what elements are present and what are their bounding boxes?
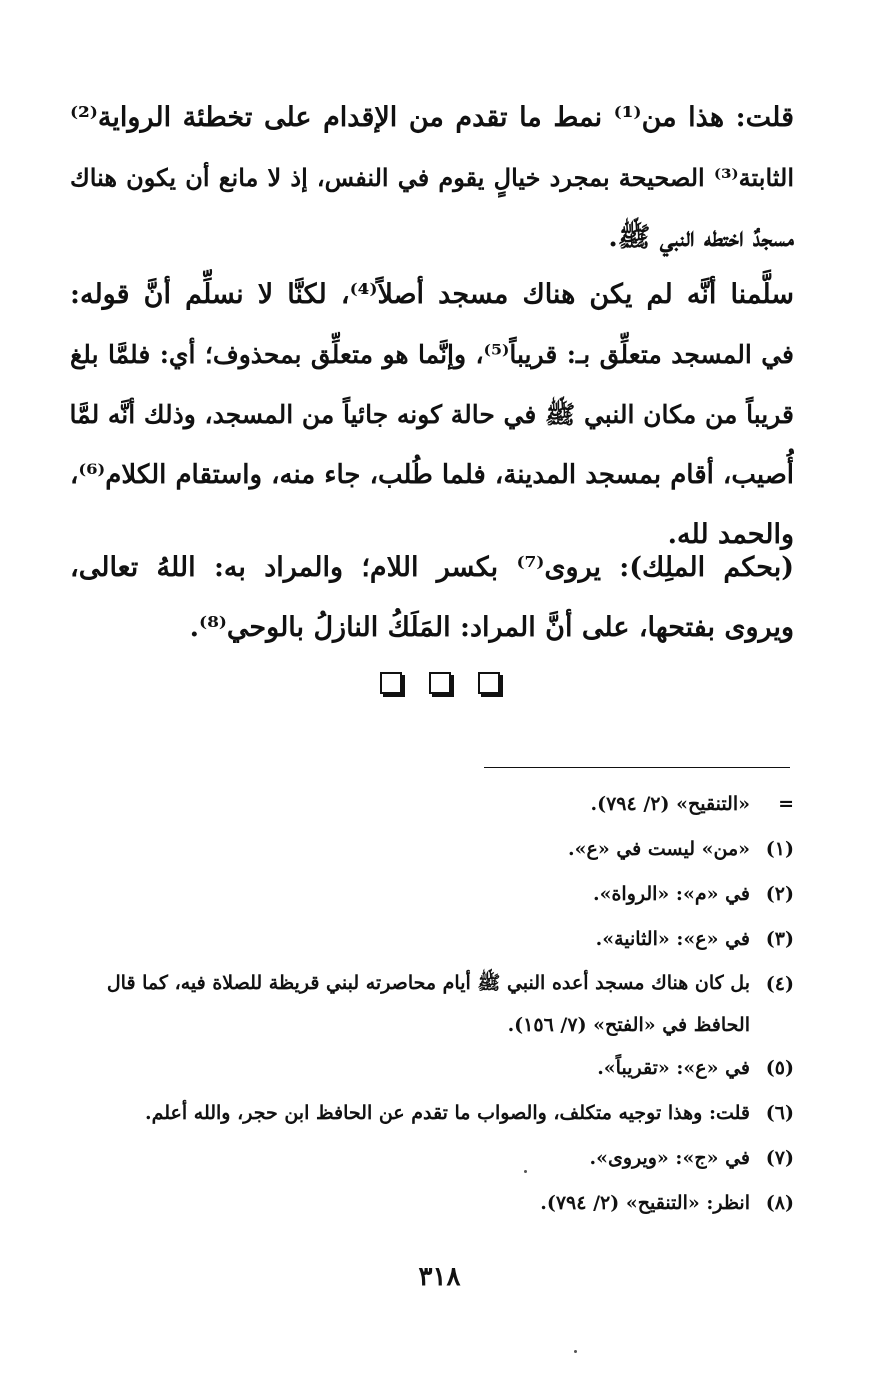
footnote-number: (٨) [765,1192,794,1214]
footnote-3 [70,917,794,962]
footnote-5 [70,1046,794,1091]
footnote-number: (٧) [765,1147,794,1169]
footnote-text: «من» ليست في «ع». [568,838,750,860]
text-line: قريباً من مكان النبي ﷺ في حالة كونه جائياً من المسجد، وذلك أنَّه لمَّا [70,400,794,429]
square-ornament-icon [380,672,402,694]
square-ornament-icon [429,672,451,694]
paragraph-1 [70,88,794,268]
paragraph-3 [70,538,794,658]
scan-speck [524,1170,527,1173]
footnote-6 [70,1091,794,1136]
footnote-number: (١) [765,838,794,860]
footnote-continuation [70,782,794,827]
footnote-4 [70,962,794,1046]
text-line: سلَّمنا أنَّه لم يكن هناك مسجد أصلاً⁽⁴⁾، لكنَّا لا نسلِّم أنَّ قوله: [70,279,794,310]
text-line: ويروى بفتحها، على أنَّ المراد: المَلَكُ النازلُ بالوحي⁽⁸⁾. [189,612,794,643]
footnote-2 [70,872,794,917]
footnote-number: (٢) [765,883,794,905]
footnote-text: «التنقيح» (٢/ ٧٩٤). [590,793,750,815]
footnote-number: (٤) [765,973,794,995]
footnote-text: في «ع»: «الثانية». [595,928,750,950]
text-line: والحمد لله. [667,519,794,550]
footnotes [70,782,794,1226]
text-line: الثابتة⁽³⁾ الصحيحة بمجرد خيالٍ يقوم في النفس، إذ لا مانع أن يكون هناك [70,163,794,192]
footnote-separator-rule [484,767,790,768]
paragraph-2 [70,265,794,565]
text-line: أُصيب، أقام بمسجد المدينة، فلما طُلب، جاء منه، واستقام الكلام⁽⁶⁾، [70,460,794,490]
section-separator-ornament [380,672,500,698]
footnote-number: (٥) [765,1057,794,1079]
square-ornament-icon [478,672,500,694]
text-line: (بحكم الملِك): يروى⁽⁷⁾ بكسر اللام؛ والمراد به: اللهُ تعالى، [70,552,794,583]
footnote-number: (٦) [765,1102,794,1124]
footnote-1 [70,827,794,872]
scan-speck [574,1350,577,1353]
footnote-number: = [778,793,794,815]
footnote-text: في «ج»: «ويروى». [589,1147,750,1169]
text-line: مسجدٌ اختطه النبي ﷺ. [608,222,794,253]
footnote-text: بل كان هناك مسجد أعده النبي ﷺ أيام محاصرته لبني قريظة للصلاة فيه، كما قال الحافظ في «الفتح» (٧/ ١٥٦). [106,972,750,1036]
text-line: قلت: هذا من⁽¹⁾ نمط ما تقدم من الإقدام على تخطئة الرواية⁽²⁾ [70,102,794,133]
footnote-text: في «ع»: «تقريباً». [597,1057,750,1079]
footnote-text: قلت: وهذا توجيه متكلف، والصواب ما تقدم عن الحافظ ابن حجر، والله أعلم. [144,1102,750,1124]
footnote-7 [70,1136,794,1181]
page-number: ٣١٨ [418,1262,461,1292]
footnote-text: في «م»: «الرواة». [592,883,750,905]
footnote-number: (٣) [765,928,794,950]
footnote-8 [70,1181,794,1226]
text-line: في المسجد متعلِّق بـ: قريباً⁽⁵⁾، وإنَّما هو متعلِّق بمحذوف؛ أي: فلمَّا بلغ [70,340,794,369]
footnote-text: انظر: «التنقيح» (٢/ ٧٩٤). [540,1192,750,1214]
